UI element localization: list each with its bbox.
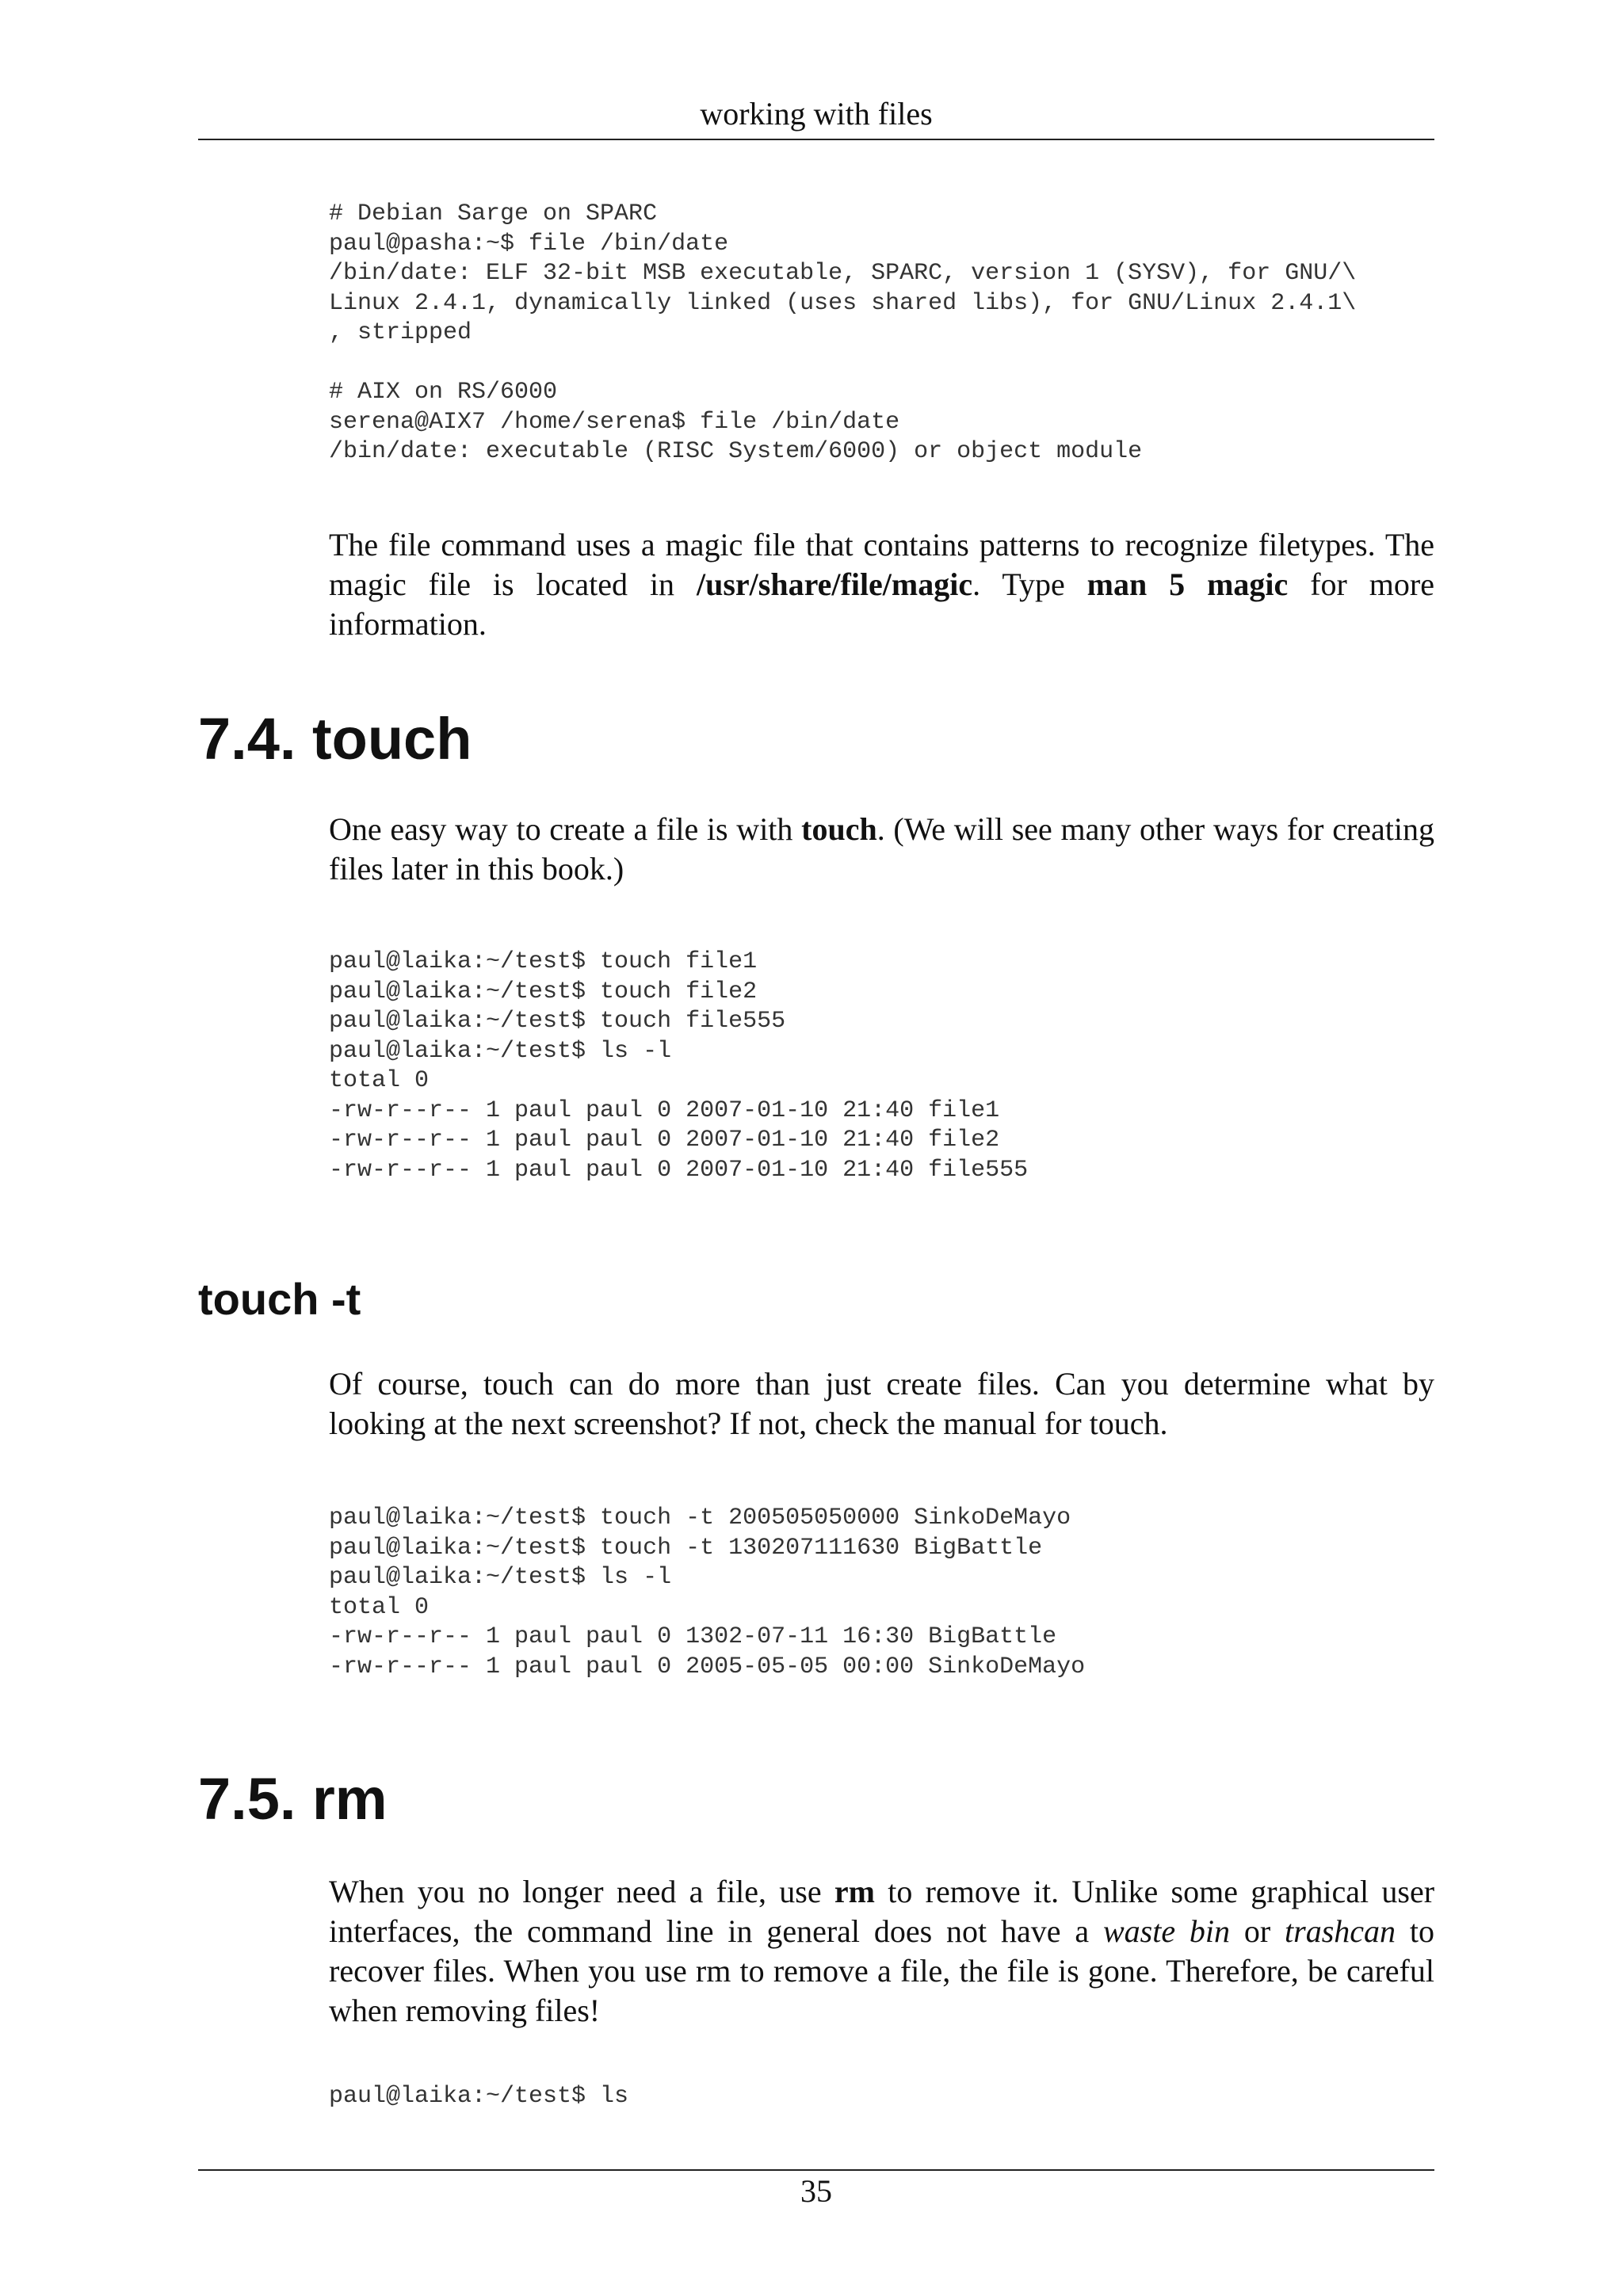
code-block-file-command: # Debian Sarge on SPARC paul@pasha:~$ file /bin/date /bin/date: ELF 32-bit MSB executable, SPARC, version 1 (SYSV), for GNU/\ Linux 2.4.1, dynamically linked (uses shared libs), for GNU/Linux 2.4.1\ , stripped # AIX on RS/6000 serena@AIX7 /home/serena$ file /bin/date /bin/date: executable (RISC System/6000) or object module	[329, 200, 1357, 465]
bold-path: /usr/share/file/magic	[697, 566, 973, 602]
paragraph-magic-file	[329, 525, 1434, 644]
paragraph-touch-intro	[329, 810, 1434, 889]
text-run: When you no longer need a file, use	[329, 1874, 834, 1909]
text-run: to recover files. When you use rm to remove a file, the file is gone. Therefore, be careful when removing files!	[329, 1913, 1435, 2028]
subsection-heading-touch-t: touch -t	[198, 1274, 361, 1324]
text-run: . Type	[972, 566, 1087, 602]
section-heading-rm: 7.5. rm	[198, 1766, 388, 1832]
code-block-rm: paul@laika:~/test$ ls	[329, 2083, 629, 2110]
paragraph-touch-t: Of course, touch can do more than just create files. Can you determine what by looking at the next screenshot? If not, check the manual for touch.	[329, 1366, 1434, 1441]
header-rule	[198, 139, 1434, 140]
bold-command: man 5 magic	[1086, 566, 1289, 602]
page-number: 35	[800, 2173, 832, 2209]
text-run: or	[1230, 1913, 1285, 1949]
bold-command: touch	[801, 811, 877, 847]
text-run: . (We will see many other ways for creating files later in this book.)	[329, 811, 1435, 887]
text-run: to remove it. Unlike some graphical user interfaces, the command line in general does not have a	[329, 1874, 1435, 1949]
italic-term: waste bin	[1102, 1913, 1231, 1949]
text-run: The file command uses a magic file that contains patterns to recognize filetypes. The magic file is located in	[329, 527, 1434, 602]
paragraph-rm	[329, 1872, 1434, 2031]
running-header: working with files	[700, 96, 933, 132]
bold-command: rm	[834, 1874, 875, 1909]
text-run: for more information.	[329, 566, 1434, 642]
code-block-touch: paul@laika:~/test$ touch file1 paul@laika:~/test$ touch file2 paul@laika:~/test$ touch file555 paul@laika:~/test$ ls -l total 0 -rw-r--r-- 1 paul paul 0 2007-01-10 21:40 file1 -rw-r--r-- 1 paul paul 0 2007-01-10 21:40 file2 -rw-r--r-- 1 paul paul 0 2007-01-10 21:40 file555	[329, 948, 1029, 1184]
text-run: One easy way to create a file is with	[329, 811, 802, 847]
italic-term: trashcan	[1285, 1913, 1396, 1949]
section-heading-touch: 7.4. touch	[198, 706, 472, 772]
code-block-touch-t: paul@laika:~/test$ touch -t 200505050000 SinkoDeMayo paul@laika:~/test$ touch -t 130207111630 BigBattle paul@laika:~/test$ ls -l total 0 -rw-r--r-- 1 paul paul 0 1302-07-11 16:30 BigBattle -rw-r--r-- 1 paul paul 0 2005-05-05 00:00 SinkoDeMayo	[329, 1505, 1086, 1680]
